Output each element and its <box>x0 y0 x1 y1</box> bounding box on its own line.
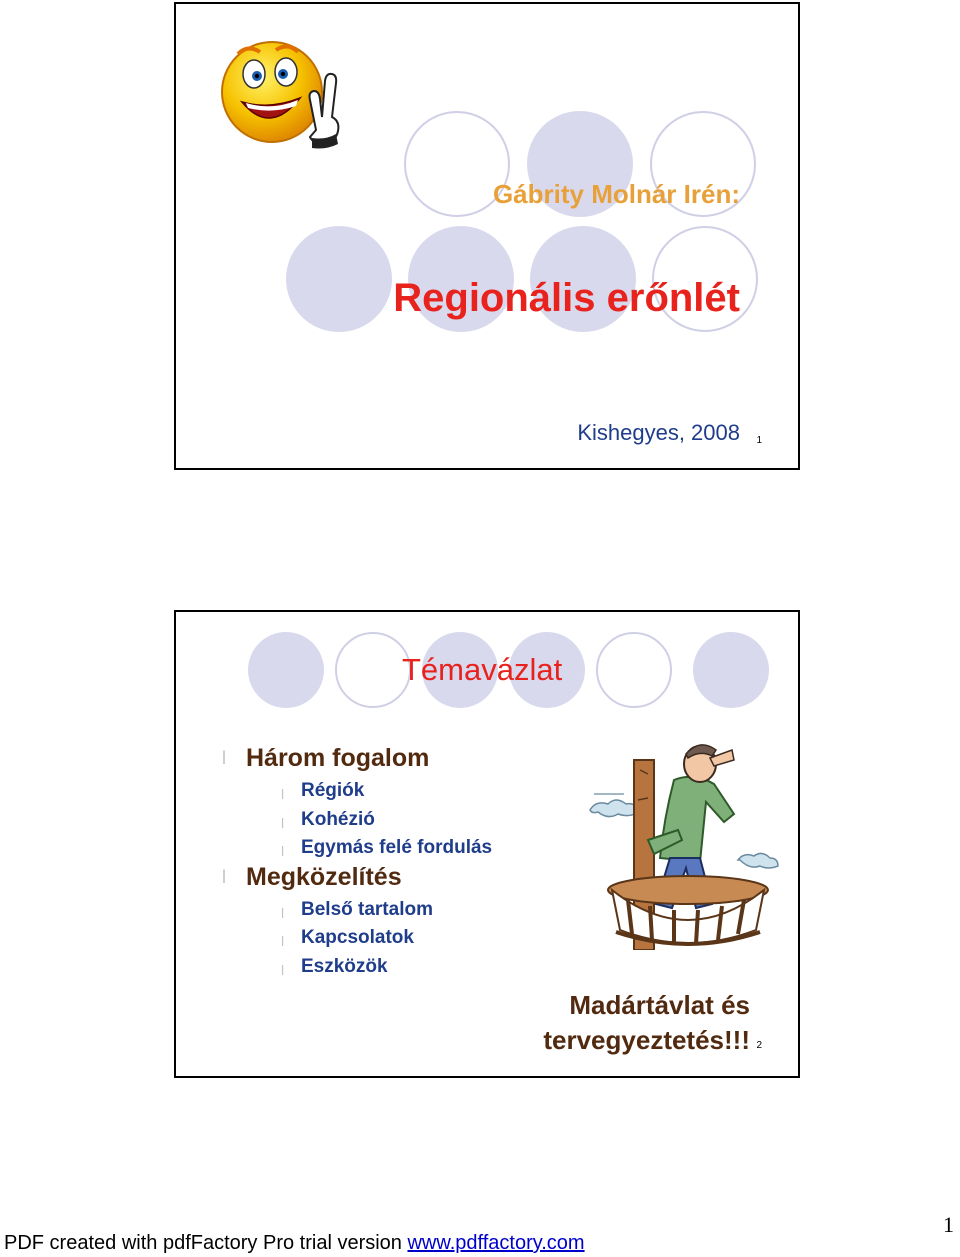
caption-line: Madártávlat és <box>569 990 750 1020</box>
document-page-number: 1 <box>943 1212 954 1237</box>
bullet-marker: l <box>281 904 285 921</box>
decor-circle <box>248 632 324 708</box>
outline-item <box>281 896 492 925</box>
bullet-marker: l <box>222 866 226 887</box>
item-label: Kapcsolatok <box>301 927 414 948</box>
smiley-victory-icon <box>220 34 350 150</box>
presentation-title: Regionális erőnlét <box>393 276 740 320</box>
bullet-marker: l <box>222 748 226 768</box>
bullet-marker: l <box>281 933 285 949</box>
caption-line: tervegyeztetés!!! <box>543 1025 750 1055</box>
outline-item <box>281 806 492 835</box>
decor-circle <box>693 632 769 708</box>
item-label: Belső tartalom <box>301 898 433 920</box>
slide-number: 1 <box>756 435 762 446</box>
slide-number: 2 <box>756 1040 762 1051</box>
slide-caption <box>543 988 750 1058</box>
footer-text: PDF created with pdfFactory Pro trial version <box>4 1232 408 1254</box>
outline-item <box>281 834 493 863</box>
item-label: Egymás felé fordulás <box>301 837 493 858</box>
section-label: Megközelítés <box>246 862 402 891</box>
section-label: Három fogalom <box>246 744 430 772</box>
slide-title: Témavázlat <box>402 652 563 687</box>
place-and-year: Kishegyes, 2008 <box>577 420 740 445</box>
slide-1 <box>174 2 800 470</box>
outline-item <box>281 924 492 953</box>
footer-link[interactable]: www.pdffactory.com <box>407 1232 585 1254</box>
bullet-marker: l <box>281 814 285 831</box>
item-label: Eszközök <box>301 955 388 977</box>
slide-2 <box>174 610 800 1078</box>
outline-item <box>281 777 492 806</box>
decor-circle <box>596 632 672 708</box>
item-label: Kohézió <box>301 808 375 830</box>
outline-section <box>222 862 492 892</box>
bullet-marker: l <box>281 843 285 859</box>
author-name: Gábrity Molnár Irén: <box>492 179 740 209</box>
outline-item <box>281 953 492 982</box>
outline-list <box>222 744 493 981</box>
pdf-footer <box>4 1232 585 1255</box>
outline-section <box>222 744 492 773</box>
lookout-climber-illustration <box>588 740 788 950</box>
item-label: Régiók <box>301 780 365 801</box>
bullet-marker: l <box>281 786 285 802</box>
bullet-marker: l <box>281 961 285 978</box>
decor-circle <box>335 632 411 708</box>
decor-circle <box>286 226 392 332</box>
